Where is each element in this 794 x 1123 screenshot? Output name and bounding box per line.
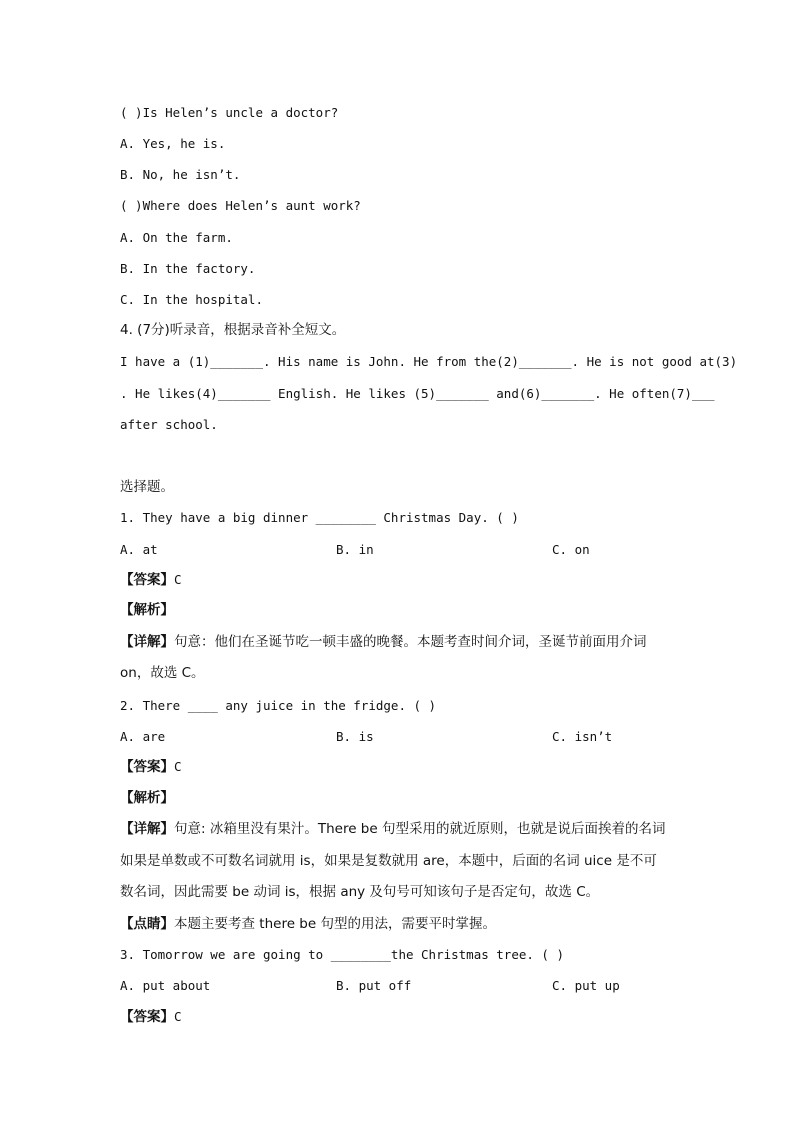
section-heading: 选择题。 (120, 479, 174, 495)
analysis-label: 【解析】 (120, 790, 174, 806)
question-helen-aunt: ( )Where does Helen’s aunt work? (120, 198, 361, 213)
detail-text-continued: 如果是单数或不可数名词就用 is，如果是复数就用 are，本题中，后面的名词 uice 是不可 (120, 853, 657, 869)
tip-label: 【点睛】 (120, 916, 174, 932)
question-2-stem: 2. There ____ any juice in the fridge. ( ) (120, 698, 437, 713)
detail-line (120, 821, 665, 837)
option-a: A. are (120, 729, 166, 744)
cloze-line-2: . He likes(4)_______ English. He likes (5)_______ and(6)_______. He often(7)___ (120, 386, 715, 401)
option-b: B. in (336, 542, 374, 557)
analysis-label: 【解析】 (120, 602, 174, 618)
question-1-stem: 1. They have a big dinner ________ Christmas Day. ( ) (120, 510, 519, 525)
tip-text: 本题主要考查 there be 句型的用法，需要平时掌握。 (174, 916, 496, 932)
answer-label: 【答案】 (120, 1009, 174, 1025)
answer-label: 【答案】 (120, 759, 174, 775)
answer-line (120, 1009, 182, 1025)
question-helen-uncle: ( )Is Helen’s uncle a doctor? (120, 105, 339, 120)
option-b: B. In the factory. (120, 261, 256, 276)
question-3-stem: 3. Tomorrow we are going to ________the Christmas tree. ( ) (120, 947, 565, 962)
question-4-heading: 4. (7分)听录音，根据录音补全短文。 (120, 322, 346, 338)
cloze-line-3: after school. (120, 417, 218, 432)
tip-line (120, 916, 496, 932)
option-a: A. put about (120, 978, 211, 993)
detail-text: 句意: 冰箱里没有果汁。There be 句型采用的就近原则，也就是说后面挨着的名词 (174, 821, 666, 837)
option-a: A. at (120, 542, 158, 557)
option-b: B. No, he isn’t. (120, 167, 241, 182)
detail-line (120, 634, 647, 650)
option-c: C. In the hospital. (120, 292, 263, 307)
option-c: C. on (552, 542, 590, 557)
answer-line (120, 759, 182, 775)
detail-text-continued: on，故选 C。 (120, 665, 205, 681)
option-c: C. isn’t (552, 729, 613, 744)
option-a: A. On the farm. (120, 230, 233, 245)
answer-value: C (174, 1009, 182, 1024)
detail-text-continued: 数名词，因此需要 be 动词 is，根据 any 及句号可知该句子是否定句，故选 C。 (120, 884, 600, 900)
answer-line (120, 572, 182, 588)
answer-label: 【答案】 (120, 572, 174, 588)
cloze-line-1: I have a (1)_______. His name is John. He from the(2)_______. He is not good at(3) (120, 354, 738, 369)
answer-value: C (174, 572, 182, 587)
option-b: B. put off (336, 978, 412, 993)
answer-value: C (174, 759, 182, 774)
option-c: C. put up (552, 978, 620, 993)
detail-label: 【详解】 (120, 821, 174, 837)
detail-text: 句意：他们在圣诞节吃一顿丰盛的晚餐。本题考查时间介词，圣诞节前面用介词 (174, 634, 647, 650)
option-b: B. is (336, 729, 374, 744)
detail-label: 【详解】 (120, 634, 174, 650)
option-a: A. Yes, he is. (120, 136, 226, 151)
